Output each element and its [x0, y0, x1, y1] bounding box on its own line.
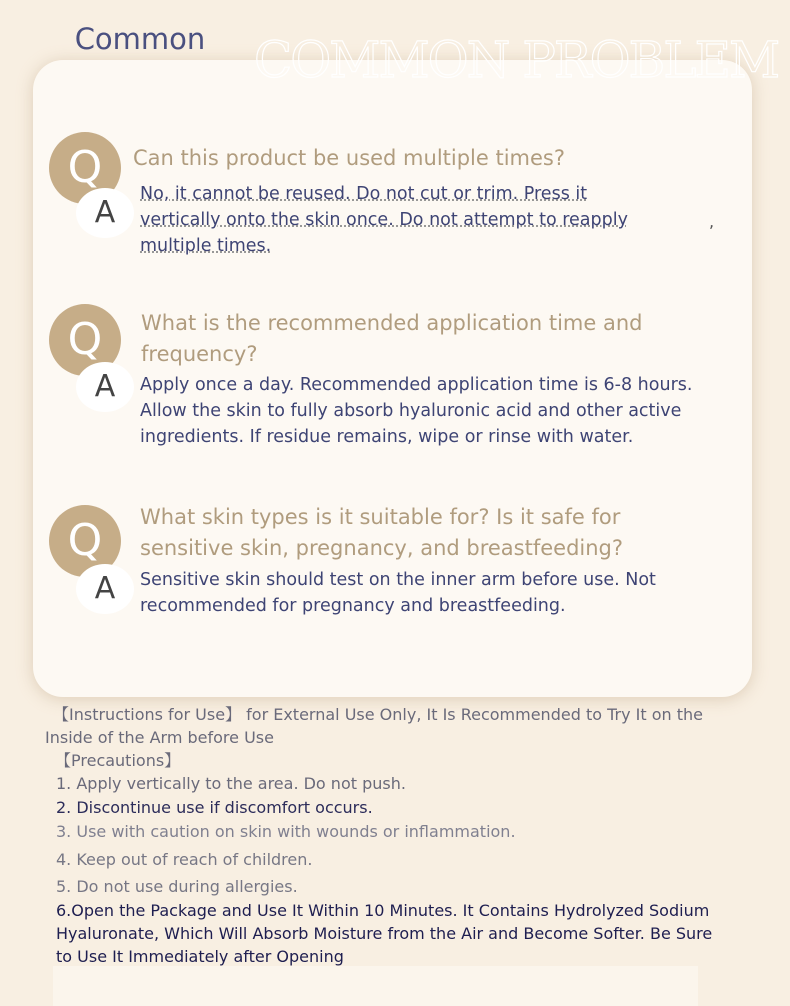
answer-badge: A — [76, 188, 134, 238]
precautions-list — [56, 772, 725, 968]
precaution-item: 1. Apply vertically to the area. Do not push. — [56, 774, 406, 793]
precaution-item: 2. Discontinue use if discomfort occurs. — [56, 798, 373, 817]
instructions-section — [45, 703, 725, 969]
question-badge: Q — [49, 505, 121, 577]
faq-answer: Apply once a day. Recommended application time is 6-8 hours. Allow the skin to fully absorb hyaluronic acid and other active ingredients. If residue remains, wipe or rinse with water. — [140, 375, 693, 447]
question-badge: Q — [49, 132, 121, 204]
instructions-heading: 【Instructions for Use】 — [53, 705, 242, 724]
faq-card — [33, 31, 779, 697]
footer-panel — [53, 966, 698, 1006]
faq-question: Can this product be used multiple times? — [133, 146, 566, 170]
faq-question: What skin types is it suitable for? Is it safe for sensitive skin, pregnancy, and breastfeeding? — [140, 505, 624, 560]
watermark-title: COMMON PROBLEM — [254, 31, 779, 89]
stray-comma: , — [709, 212, 715, 231]
faq-answer: Sensitive skin should test on the inner arm before use. Not recommended for pregnancy and breastfeeding. — [140, 570, 656, 616]
instructions-text: for External Use Only, It Is Recommended to Try It on the Inside of the Arm before Use — [45, 705, 703, 747]
precaution-item: 3. Use with caution on skin with wounds or inflammation. — [56, 822, 516, 841]
instructions-paragraph — [45, 703, 725, 749]
precaution-item: 5. Do not use during allergies. — [56, 877, 298, 896]
answer-badge: A — [76, 564, 134, 614]
faq-answer: No, it cannot be reused. Do not cut or trim. Press it vertically onto the skin once. Do not attempt to reapply multiple times. — [140, 184, 628, 256]
precaution-item: 4. Keep out of reach of children. — [56, 850, 313, 869]
faq-question: What is the recommended application time and frequency? — [141, 311, 643, 366]
page-title-line-1: Common — [74, 22, 206, 56]
answer-badge: A — [76, 362, 134, 412]
question-badge: Q — [49, 304, 121, 376]
precautions-title: 【Precautions】 — [55, 751, 181, 770]
precaution-item: 6.Open the Package and Use It Within 10 Minutes. It Contains Hydrolyzed Sodium Hyaluronate, Which Will Absorb Moisture from the Air and Become Softer. Be Sure to Use It Immediately after Opening — [56, 901, 713, 966]
